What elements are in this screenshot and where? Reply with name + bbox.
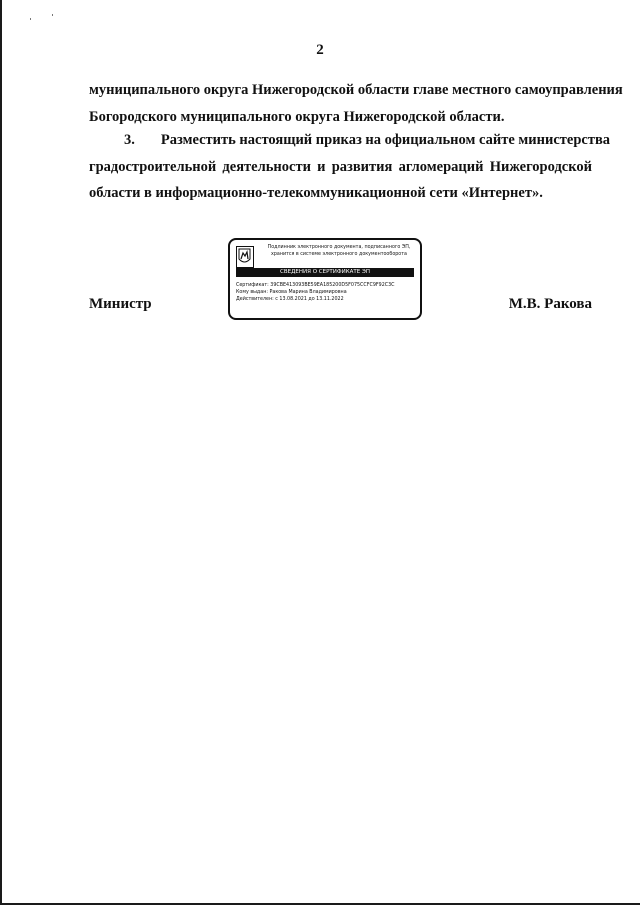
page-left-edge (0, 0, 2, 905)
issued-to-value: Ракова Марина Владимировна (269, 290, 347, 295)
issued-to-row (236, 289, 395, 296)
stamp-banner: СВЕДЕНИЯ О СЕРТИФИКАТЕ ЭП (236, 268, 414, 277)
stamp-certificate-info (236, 282, 395, 303)
signatory-title: Министр (89, 296, 152, 312)
stamp-header (260, 245, 418, 258)
certificate-row (236, 282, 395, 289)
coat-of-arms-icon (236, 246, 254, 268)
certificate-label: Сертификат: (236, 283, 269, 288)
paragraph-number: 3. (124, 132, 135, 148)
page-number: 2 (316, 42, 324, 58)
paragraph-line: Разместить настоящий приказ на официальном сайте министерства (160, 132, 611, 148)
paragraph-line: Богородского муниципального округа Нижегородской области. (89, 108, 505, 125)
stamp-header-line: хранится в системе электронного документооборота (271, 251, 407, 257)
validity-value: с 13.08.2021 до 13.11.2022 (275, 297, 344, 302)
paragraph-item-3 (89, 127, 611, 207)
certificate-value: 39CBE413093BE59EA185200D5F075CCFC9F92C3C (270, 283, 395, 288)
issued-to-label: Кому выдан: (236, 290, 268, 295)
paragraph-line: муниципального округа Нижегородской области главе местного самоуправления (89, 82, 623, 98)
paragraph-line: градостроительной деятельности и развития агломераций Нижегородской (89, 158, 592, 175)
validity-label: Действителен: (236, 297, 274, 302)
scan-speck (52, 14, 53, 16)
scan-speck (30, 18, 31, 20)
signatory-name: М.В. Ракова (508, 296, 592, 312)
paragraph-continuation (89, 77, 623, 130)
paragraph-first-line (89, 127, 611, 154)
validity-row (236, 296, 395, 303)
stamp-header-line: Подлинник электронного документа, подписанного ЭП, (267, 245, 411, 250)
electronic-signature-stamp (228, 238, 422, 320)
paragraph-line: области в информационно-телекоммуникационной сети «Интернет». (89, 185, 543, 201)
